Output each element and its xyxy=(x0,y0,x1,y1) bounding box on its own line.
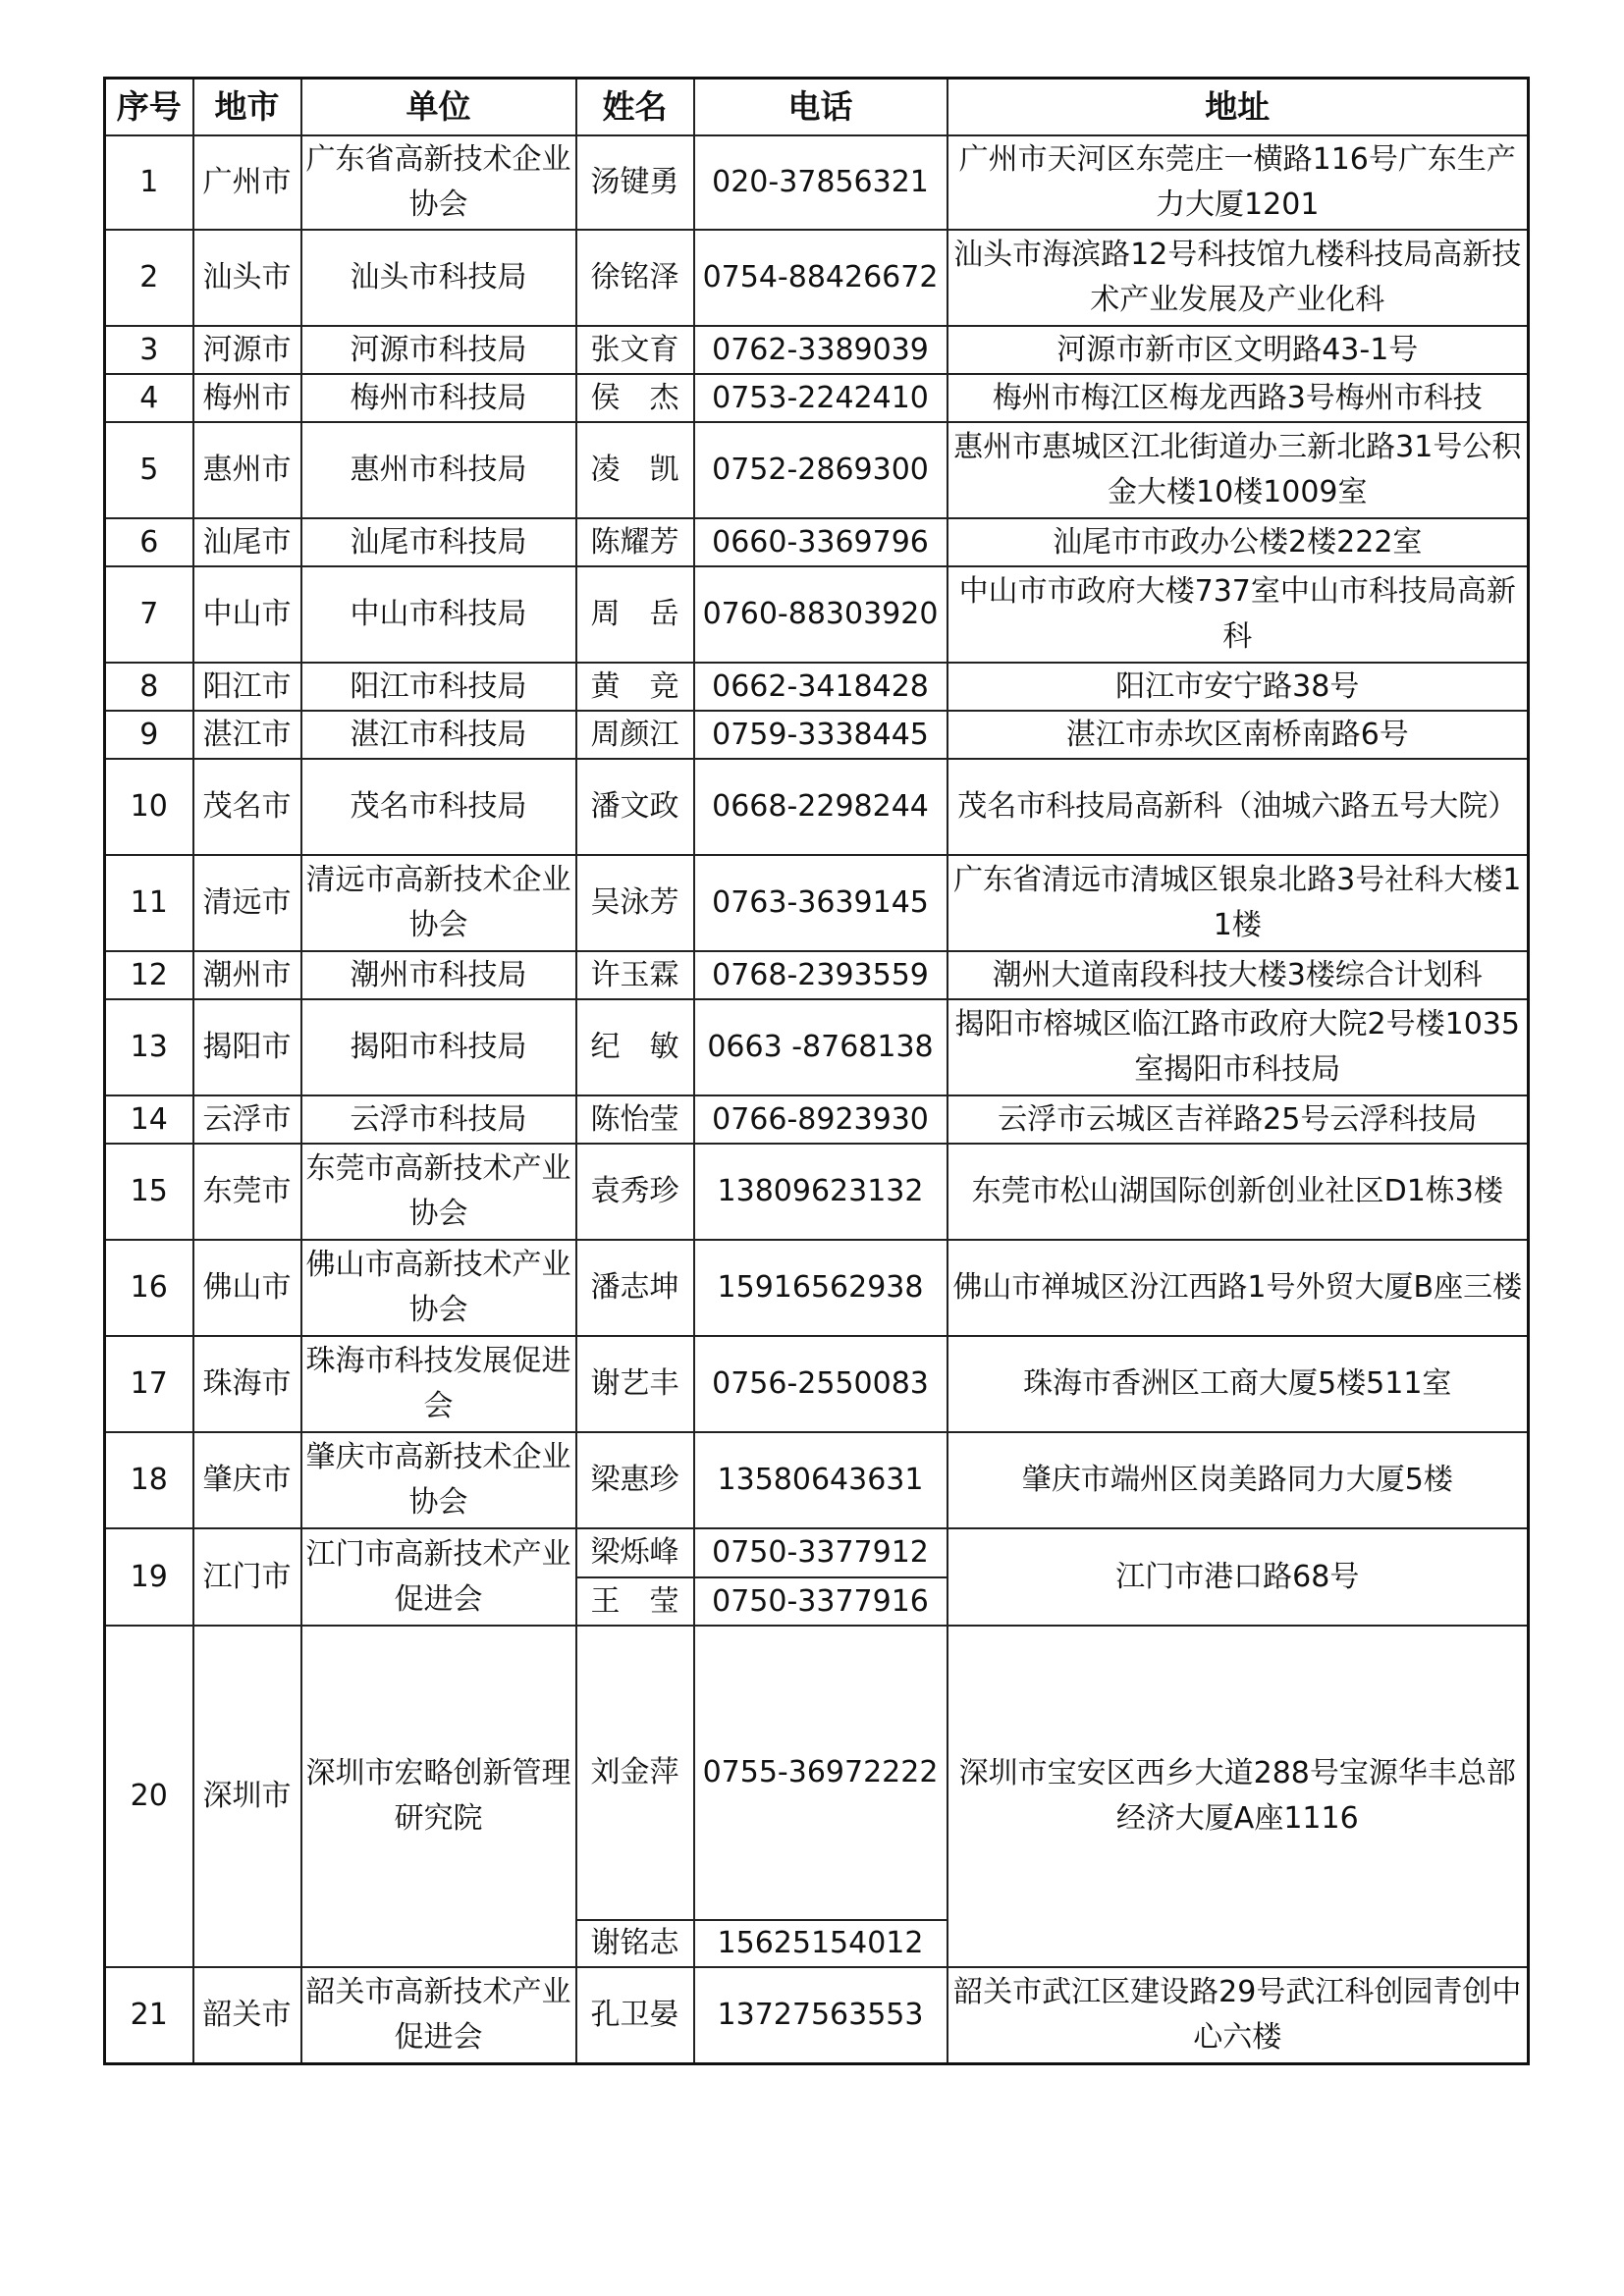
header-name: 姓名 xyxy=(576,79,694,136)
table-row xyxy=(105,1967,1529,2063)
row-city: 中山市 xyxy=(193,566,301,663)
row-unit: 东莞市高新技术产业协会 xyxy=(301,1144,576,1240)
row-no: 20 xyxy=(105,1626,193,1967)
row-contact-name: 许玉霖 xyxy=(576,951,694,999)
row-contact-name: 王 莹 xyxy=(576,1577,694,1626)
row-unit: 广东省高新技术企业协会 xyxy=(301,135,576,230)
row-city: 广州市 xyxy=(193,135,301,230)
row-address: 江门市港口路68号 xyxy=(947,1528,1529,1626)
row-no: 13 xyxy=(105,999,193,1095)
row-city: 茂名市 xyxy=(193,759,301,855)
table-row xyxy=(105,711,1529,759)
row-no: 12 xyxy=(105,951,193,999)
row-unit: 湛江市科技局 xyxy=(301,711,576,759)
row-address: 广东省清远市清城区银泉北路3号社科大楼11楼 xyxy=(947,855,1529,951)
table-row xyxy=(105,566,1529,663)
row-address: 广州市天河区东莞庄一横路116号广东生产力大厦1201 xyxy=(947,135,1529,230)
row-contact-phone: 0754-88426672 xyxy=(694,230,947,326)
table-row xyxy=(105,422,1529,518)
row-unit: 中山市科技局 xyxy=(301,566,576,663)
row-address: 梅州市梅江区梅龙西路3号梅州市科技 xyxy=(947,374,1529,422)
row-no: 17 xyxy=(105,1336,193,1432)
row-contact-name: 陈耀芳 xyxy=(576,518,694,566)
row-contact-name: 袁秀珍 xyxy=(576,1144,694,1240)
row-contact-phone: 0752-2869300 xyxy=(694,422,947,518)
row-city: 汕头市 xyxy=(193,230,301,326)
row-unit: 韶关市高新技术产业促进会 xyxy=(301,1967,576,2063)
header-phone: 电话 xyxy=(694,79,947,136)
row-no: 6 xyxy=(105,518,193,566)
table-row xyxy=(105,759,1529,855)
row-unit: 肇庆市高新技术企业协会 xyxy=(301,1432,576,1528)
row-city: 湛江市 xyxy=(193,711,301,759)
row-city: 汕尾市 xyxy=(193,518,301,566)
row-address: 湛江市赤坎区南桥南路6号 xyxy=(947,711,1529,759)
row-contact-name: 潘志坤 xyxy=(576,1240,694,1336)
header-no: 序号 xyxy=(105,79,193,136)
row-contact-name: 刘金萍 xyxy=(576,1626,694,1920)
row-unit: 汕尾市科技局 xyxy=(301,518,576,566)
row-city: 惠州市 xyxy=(193,422,301,518)
row-unit: 清远市高新技术企业协会 xyxy=(301,855,576,951)
table-body xyxy=(105,135,1529,2063)
row-unit: 江门市高新技术产业促进会 xyxy=(301,1528,576,1626)
row-no: 7 xyxy=(105,566,193,663)
table-row xyxy=(105,999,1529,1095)
table-row xyxy=(105,230,1529,326)
row-contact-name: 谢铭志 xyxy=(576,1920,694,1967)
row-no: 3 xyxy=(105,326,193,374)
row-unit: 潮州市科技局 xyxy=(301,951,576,999)
row-contact-phone: 0759-3338445 xyxy=(694,711,947,759)
row-no: 11 xyxy=(105,855,193,951)
row-city: 梅州市 xyxy=(193,374,301,422)
row-address: 河源市新市区文明路43-1号 xyxy=(947,326,1529,374)
row-no: 10 xyxy=(105,759,193,855)
contact-table-page xyxy=(103,77,1527,2065)
row-contact-name: 纪 敏 xyxy=(576,999,694,1095)
table-row xyxy=(105,663,1529,711)
row-no: 15 xyxy=(105,1144,193,1240)
table-row xyxy=(105,855,1529,951)
row-city: 阳江市 xyxy=(193,663,301,711)
row-no: 19 xyxy=(105,1528,193,1626)
row-contact-phone: 0660-3369796 xyxy=(694,518,947,566)
row-contact-name: 黄 竞 xyxy=(576,663,694,711)
row-contact-phone: 0753-2242410 xyxy=(694,374,947,422)
row-unit: 茂名市科技局 xyxy=(301,759,576,855)
row-city: 肇庆市 xyxy=(193,1432,301,1528)
row-contact-name: 凌 凯 xyxy=(576,422,694,518)
row-no: 14 xyxy=(105,1095,193,1144)
row-contact-name: 陈怡莹 xyxy=(576,1095,694,1144)
header-address: 地址 xyxy=(947,79,1529,136)
row-unit: 阳江市科技局 xyxy=(301,663,576,711)
table-row xyxy=(105,326,1529,374)
row-contact-phone: 0755-36972222 xyxy=(694,1626,947,1920)
row-contact-phone: 13580643631 xyxy=(694,1432,947,1528)
row-contact-name: 周颜江 xyxy=(576,711,694,759)
row-city: 东莞市 xyxy=(193,1144,301,1240)
table-row xyxy=(105,518,1529,566)
row-address: 惠州市惠城区江北街道办三新北路31号公积金大楼10楼1009室 xyxy=(947,422,1529,518)
row-city: 潮州市 xyxy=(193,951,301,999)
contact-table xyxy=(103,77,1530,2065)
row-contact-phone: 0662-3418428 xyxy=(694,663,947,711)
row-unit: 云浮市科技局 xyxy=(301,1095,576,1144)
row-contact-phone: 020-37856321 xyxy=(694,135,947,230)
row-address: 佛山市禅城区汾江西路1号外贸大厦B座三楼 xyxy=(947,1240,1529,1336)
row-city: 珠海市 xyxy=(193,1336,301,1432)
row-no: 18 xyxy=(105,1432,193,1528)
row-contact-phone: 0768-2393559 xyxy=(694,951,947,999)
row-address: 深圳市宝安区西乡大道288号宝源华丰总部经济大厦A座1116 xyxy=(947,1626,1529,1967)
row-address: 韶关市武江区建设路29号武江科创园青创中心六楼 xyxy=(947,1967,1529,2063)
row-address: 肇庆市端州区岗美路同力大厦5楼 xyxy=(947,1432,1529,1528)
row-contact-phone: 0668-2298244 xyxy=(694,759,947,855)
row-contact-name: 侯 杰 xyxy=(576,374,694,422)
row-city: 揭阳市 xyxy=(193,999,301,1095)
row-city: 云浮市 xyxy=(193,1095,301,1144)
row-city: 清远市 xyxy=(193,855,301,951)
row-contact-phone: 0750-3377916 xyxy=(694,1577,947,1626)
row-address: 汕头市海滨路12号科技馆九楼科技局高新技术产业发展及产业化科 xyxy=(947,230,1529,326)
row-contact-name: 梁烁峰 xyxy=(576,1528,694,1577)
row-contact-phone: 0663 -8768138 xyxy=(694,999,947,1095)
row-contact-phone: 15916562938 xyxy=(694,1240,947,1336)
row-address: 珠海市香洲区工商大厦5楼511室 xyxy=(947,1336,1529,1432)
row-contact-name: 徐铭泽 xyxy=(576,230,694,326)
row-address: 中山市市政府大楼737室中山市科技局高新科 xyxy=(947,566,1529,663)
row-no: 1 xyxy=(105,135,193,230)
row-no: 4 xyxy=(105,374,193,422)
table-row xyxy=(105,1336,1529,1432)
row-address: 揭阳市榕城区临江路市政府大院2号楼1035室揭阳市科技局 xyxy=(947,999,1529,1095)
header-city: 地市 xyxy=(193,79,301,136)
table-row xyxy=(105,1240,1529,1336)
row-city: 韶关市 xyxy=(193,1967,301,2063)
row-address: 潮州大道南段科技大楼3楼综合计划科 xyxy=(947,951,1529,999)
table-row xyxy=(105,135,1529,230)
row-unit: 惠州市科技局 xyxy=(301,422,576,518)
row-unit: 佛山市高新技术产业协会 xyxy=(301,1240,576,1336)
row-contact-phone: 0756-2550083 xyxy=(694,1336,947,1432)
table-row xyxy=(105,1095,1529,1144)
row-address: 茂名市科技局高新科（油城六路五号大院） xyxy=(947,759,1529,855)
row-contact-name: 谢艺丰 xyxy=(576,1336,694,1432)
table-row xyxy=(105,1528,1529,1577)
row-contact-phone: 0750-3377912 xyxy=(694,1528,947,1577)
row-contact-name: 吴泳芳 xyxy=(576,855,694,951)
row-city: 佛山市 xyxy=(193,1240,301,1336)
row-no: 9 xyxy=(105,711,193,759)
row-no: 21 xyxy=(105,1967,193,2063)
table-row xyxy=(105,374,1529,422)
row-no: 8 xyxy=(105,663,193,711)
header-unit: 单位 xyxy=(301,79,576,136)
row-contact-phone: 0760-88303920 xyxy=(694,566,947,663)
row-contact-name: 周 岳 xyxy=(576,566,694,663)
table-row xyxy=(105,1626,1529,1920)
row-address: 汕尾市市政办公楼2楼222室 xyxy=(947,518,1529,566)
row-city: 深圳市 xyxy=(193,1626,301,1967)
row-no: 5 xyxy=(105,422,193,518)
row-contact-phone: 0762-3389039 xyxy=(694,326,947,374)
row-city: 江门市 xyxy=(193,1528,301,1626)
row-contact-phone: 15625154012 xyxy=(694,1920,947,1967)
row-unit: 河源市科技局 xyxy=(301,326,576,374)
table-row xyxy=(105,951,1529,999)
row-contact-phone: 0766-8923930 xyxy=(694,1095,947,1144)
row-contact-name: 潘文政 xyxy=(576,759,694,855)
table-row xyxy=(105,1144,1529,1240)
row-contact-phone: 13809623132 xyxy=(694,1144,947,1240)
row-address: 阳江市安宁路38号 xyxy=(947,663,1529,711)
row-contact-name: 张文育 xyxy=(576,326,694,374)
row-address: 东莞市松山湖国际创新创业社区D1栋3楼 xyxy=(947,1144,1529,1240)
row-no: 2 xyxy=(105,230,193,326)
row-contact-name: 梁惠珍 xyxy=(576,1432,694,1528)
row-contact-phone: 13727563553 xyxy=(694,1967,947,2063)
row-unit: 汕头市科技局 xyxy=(301,230,576,326)
row-unit: 深圳市宏略创新管理研究院 xyxy=(301,1626,576,1967)
row-contact-name: 孔卫晏 xyxy=(576,1967,694,2063)
row-no: 16 xyxy=(105,1240,193,1336)
row-unit: 珠海市科技发展促进会 xyxy=(301,1336,576,1432)
row-contact-phone: 0763-3639145 xyxy=(694,855,947,951)
row-address: 云浮市云城区吉祥路25号云浮科技局 xyxy=(947,1095,1529,1144)
row-contact-name: 汤键勇 xyxy=(576,135,694,230)
row-unit: 揭阳市科技局 xyxy=(301,999,576,1095)
row-unit: 梅州市科技局 xyxy=(301,374,576,422)
table-header-row xyxy=(105,79,1529,136)
table-row xyxy=(105,1432,1529,1528)
row-city: 河源市 xyxy=(193,326,301,374)
